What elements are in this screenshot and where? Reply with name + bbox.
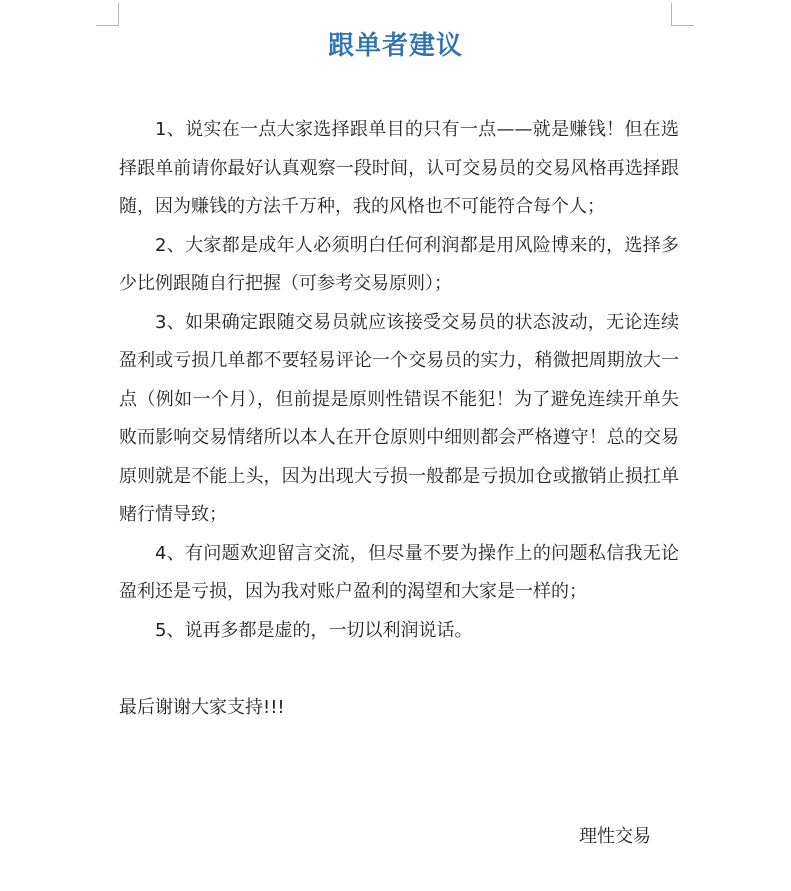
document-body	[119, 111, 679, 727]
document-title: 跟单者建议	[327, 31, 463, 61]
paragraph-1: 1、说实在一点大家选择跟单目的只有一点——就是赚钱！但在选择跟单前请你最好认真观察一段时间，认可交易员的交易风格再选择跟随，因为赚钱的方法千万种，我的风格也不可能符合每个人；	[119, 119, 679, 217]
paragraph-5: 5、说再多都是虚的，一切以利润说话。	[155, 619, 473, 641]
paragraph-4: 4、有问题欢迎留言交流，但尽量不要为操作上的问题私信我无论盈利还是亏损，因为我对账户盈利的渴望和大家是一样的；	[119, 542, 679, 602]
page-corner-mark-top-left	[96, 3, 119, 26]
paragraph-3: 3、如果确定跟随交易员就应该接受交易员的状态波动，无论连续盈利或亏损几单都不要轻易评论一个交易员的实力，稍微把周期放大一点（例如一个月），但前提是原则性错误不能犯！为了避免连续开单失败而影响交易情绪所以本人在开仓原则中细则都会严格遵守！总的交易原则就是不能上头，因为出现大亏损一般都是亏损加仓或撤销止损扛单赌行情导致；	[119, 311, 679, 525]
signature: 理性交易	[579, 826, 651, 847]
blank-line	[119, 650, 679, 689]
paragraph-2: 2、大家都是成年人必须明白任何利润都是用风险博来的，选择多少比例跟随自行把握（可参考交易原则）；	[119, 234, 679, 294]
page-corner-mark-top-right	[671, 3, 694, 26]
closing-line: 最后谢谢大家支持!!!	[119, 696, 285, 718]
